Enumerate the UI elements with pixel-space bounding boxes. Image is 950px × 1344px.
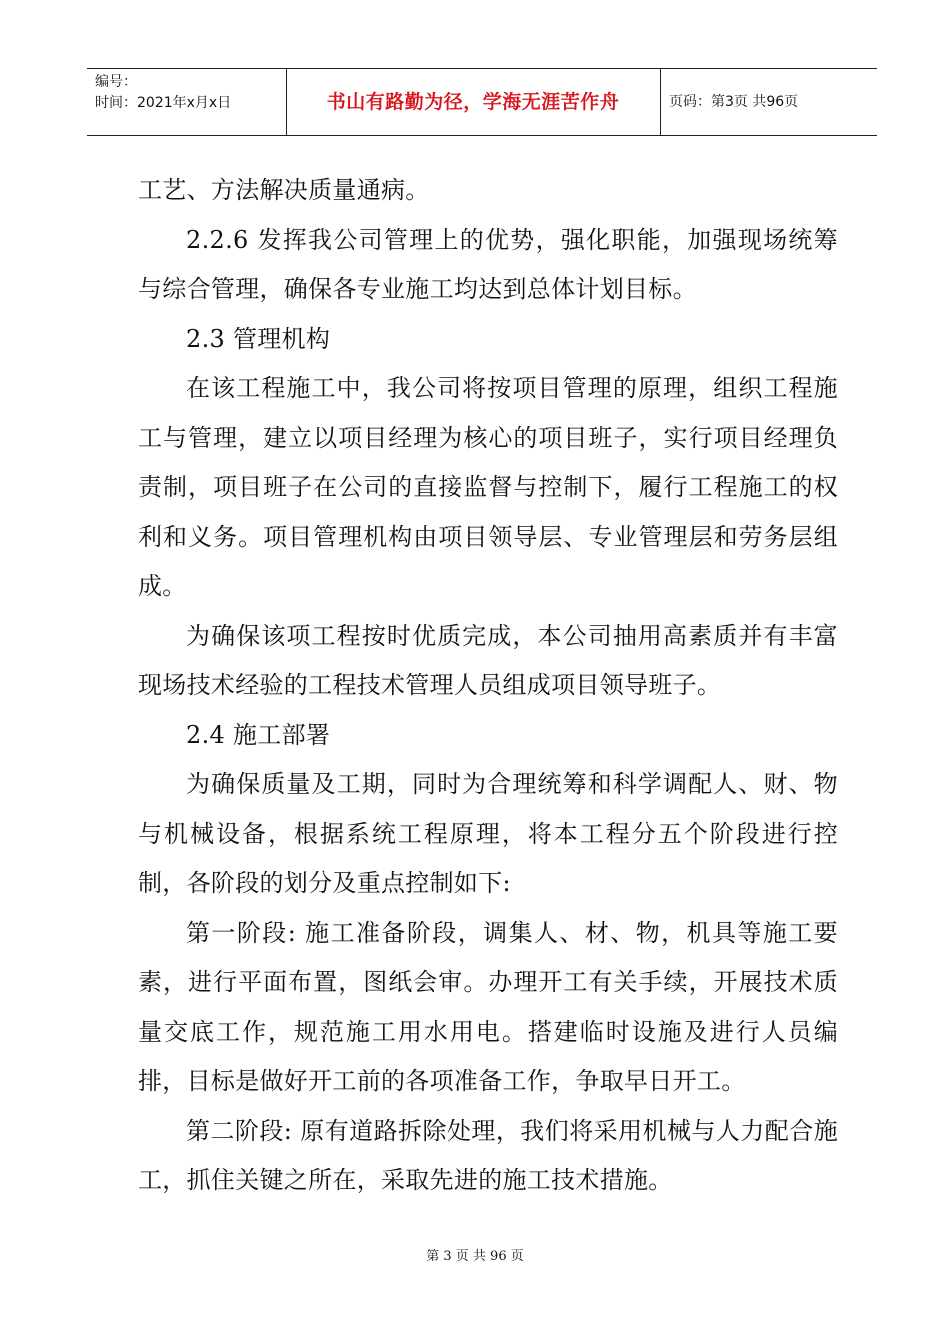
document-number-label: 编号： <box>95 74 137 90</box>
paragraph: 2.2.6 发挥我公司管理上的优势，强化职能，加强现场统筹与综合管理，确保各专业施工均达到总体计划目标。 <box>138 225 838 303</box>
page-header <box>87 68 877 136</box>
paragraph: 为确保该项工程按时优质完成，本公司抽用高素质并有丰富现场技术经验的工程技术管理人员组成项目领导班子。 <box>138 621 838 699</box>
paragraph: 为确保质量及工期，同时为合理统筹和科学调配人、财、物与机械设备，根据系统工程原理，将本工程分五个阶段进行控制，各阶段的划分及重点控制如下: <box>138 770 838 897</box>
page-footer: 第 3 页 共 96 页 <box>426 1249 524 1264</box>
header-motto: 书山有路勤为径，学海无涯苦作舟 <box>326 91 620 113</box>
paragraph: 第一阶段: 施工准备阶段，调集人、材、物，机具等施工要素，进行平面布置，图纸会审。办理开工有关手续，开展技术质量交底工作，规范施工用水用电。搭建临时设施及进行人员编排，目标是做好开工前的各项准备工作，争取早日开工。 <box>138 918 838 1095</box>
document-time-label: 时间：2021年x月x日 <box>95 95 232 111</box>
paragraph: 第二阶段: 原有道路拆除处理，我们将采用机械与人力配合施工，抓住关键之所在，采取先进的施工技术措施。 <box>138 1116 838 1194</box>
paragraph: 在该工程施工中，我公司将按项目管理的原理，组织工程施工与管理，建立以项目经理为核心的项目班子，实行项目经理负责制，项目班子在公司的直接监督与控制下，履行工程施工的权利和义务。项目管理机构由项目领导层、专业管理层和劳务层组成。 <box>138 374 838 600</box>
section-heading: 2.3 管理机构 <box>186 324 331 353</box>
header-page-info: 页码：第3页 共96页 <box>669 94 799 110</box>
document-body <box>138 166 838 1206</box>
header-divider <box>660 69 661 135</box>
section-heading: 2.4 施工部署 <box>186 720 331 749</box>
header-meta <box>95 72 285 114</box>
paragraph: 工艺、方法解决质量通病。 <box>138 176 430 204</box>
